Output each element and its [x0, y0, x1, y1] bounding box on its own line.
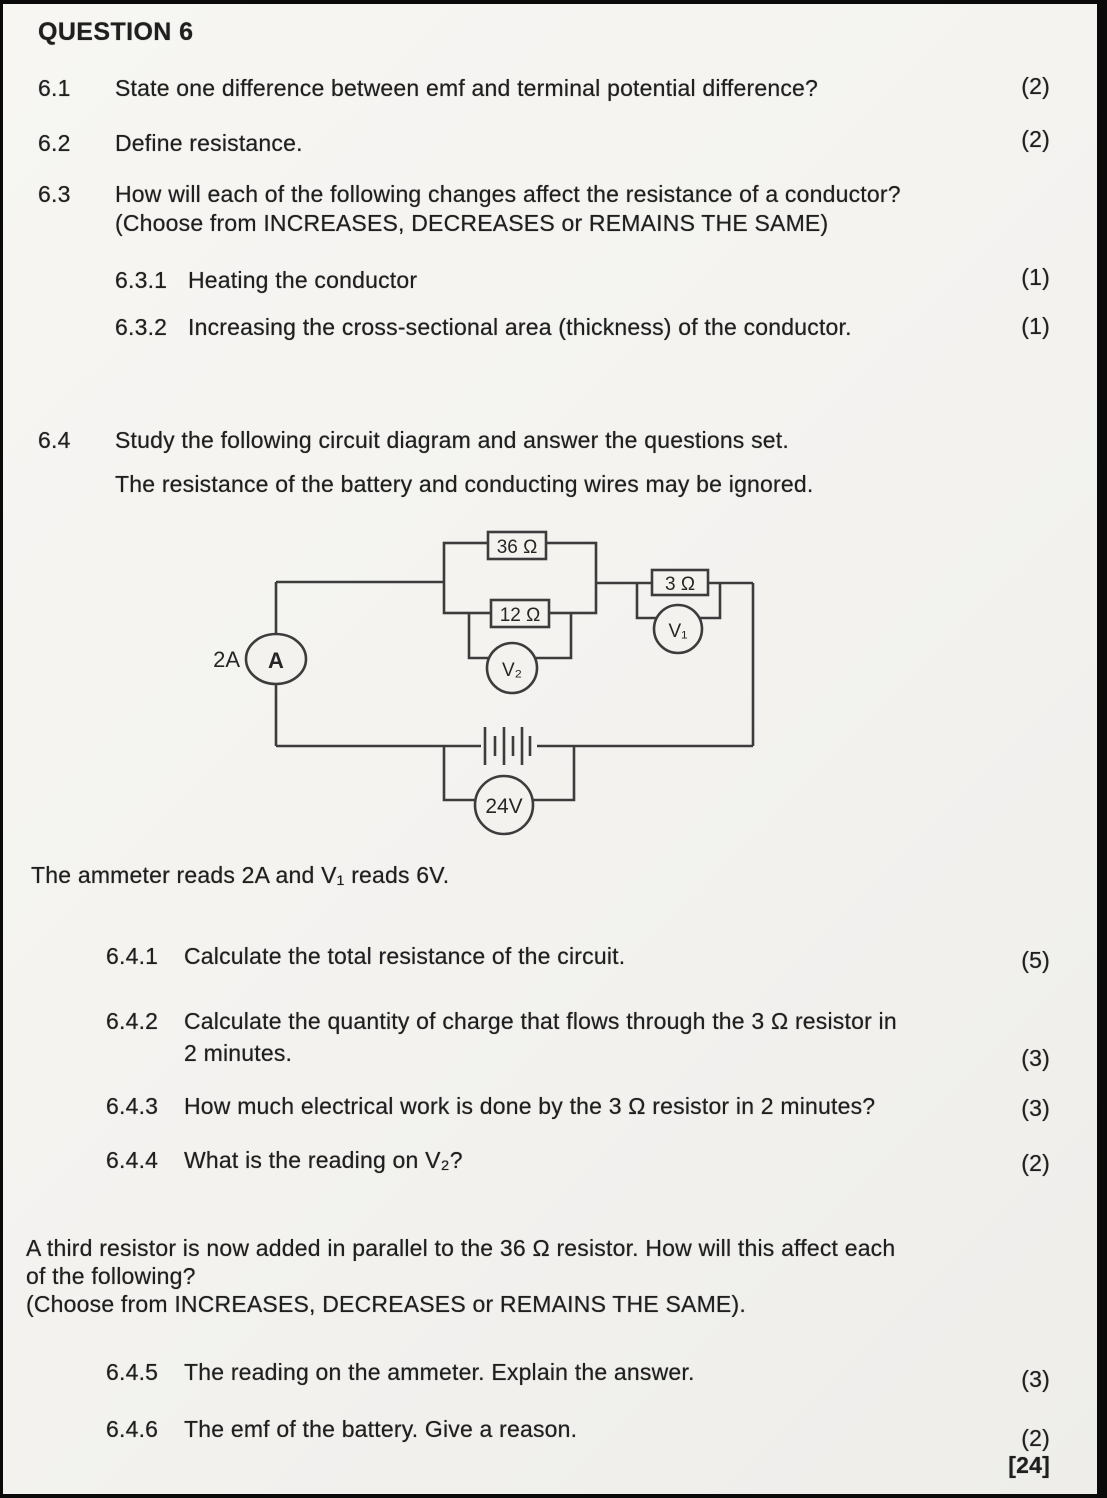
reading-note: The ammeter reads 2A and V₁ reads 6V.	[31, 862, 450, 888]
resistor-36-ohm-label: 36 Ω	[496, 537, 538, 558]
q643-marks: (3)	[1021, 1095, 1050, 1121]
q64-text-line1: Study the following circuit diagram and answer the questions set.	[115, 427, 789, 453]
q644-number: 6.4.4	[106, 1147, 159, 1173]
q642-marks: (3)	[1021, 1045, 1050, 1071]
q645-text: The reading on the ammeter. Explain the answer.	[184, 1359, 695, 1385]
q644-marks: (2)	[1021, 1150, 1050, 1176]
q632-text: Increasing the cross-sectional area (thickness) of the conductor.	[188, 314, 852, 340]
q61-marks: (2)	[1021, 73, 1050, 99]
q631-text: Heating the conductor	[188, 267, 418, 293]
q642-text-line2: 2 minutes.	[184, 1040, 293, 1066]
ammeter-label: A	[268, 648, 284, 673]
q641-number: 6.4.1	[106, 943, 159, 969]
resistor-3-ohm-label: 3 Ω	[664, 574, 696, 595]
q61-text: State one difference between emf and terminal potential difference?	[115, 75, 819, 101]
q643-text: How much electrical work is done by the 3 Ω resistor in 2 minutes?	[184, 1093, 876, 1119]
battery-voltage-label: 24V	[485, 795, 523, 818]
q63-text-line1: How will each of the following changes affect the resistance of a conductor?	[115, 181, 901, 207]
q631-marks: (1)	[1021, 264, 1050, 290]
ammeter-reading-label: 2A	[213, 647, 240, 672]
q641-text: Calculate the total resistance of the circuit.	[184, 943, 626, 969]
q631-number: 6.3.1	[115, 267, 168, 293]
q632-number: 6.3.2	[115, 314, 168, 340]
q62-text: Define resistance.	[115, 130, 303, 156]
q645-number: 6.4.5	[106, 1359, 159, 1385]
q61-number: 6.1	[38, 75, 71, 101]
q642-number: 6.4.2	[106, 1008, 159, 1034]
q646-number: 6.4.6	[106, 1416, 159, 1442]
q646-text: The emf of the battery. Give a reason.	[184, 1416, 578, 1442]
q62-number: 6.2	[38, 130, 71, 156]
q63-number: 6.3	[38, 181, 71, 207]
third-resistor-para-line2: of the following?	[26, 1263, 196, 1289]
q64-text-line2: The resistance of the battery and conducting wires may be ignored.	[115, 471, 814, 497]
battery-rail-gap	[481, 737, 537, 755]
page-title: QUESTION 6	[38, 18, 194, 46]
q643-number: 6.4.3	[106, 1093, 159, 1119]
scan-edge-top	[0, 0, 1107, 4]
voltmeter1-label: V₁	[668, 621, 688, 642]
circuit-diagram	[190, 515, 790, 855]
scan-edge-left	[0, 0, 3, 1498]
scan-edge-right	[1097, 0, 1107, 1498]
q644-text: What is the reading on V₂?	[184, 1147, 463, 1173]
q64-number: 6.4	[38, 427, 71, 453]
scan-edge-bottom	[0, 1494, 1107, 1498]
q641-marks: (5)	[1021, 947, 1050, 973]
q646-marks: (2)	[1021, 1425, 1050, 1451]
q62-marks: (2)	[1021, 126, 1050, 152]
q632-marks: (1)	[1021, 313, 1050, 339]
third-resistor-para-line3: (Choose from INCREASES, DECREASES or REMAINS THE SAME).	[26, 1291, 746, 1317]
q63-text-line2: (Choose from INCREASES, DECREASES or REMAINS THE SAME)	[115, 210, 829, 236]
q642-text-line1: Calculate the quantity of charge that flows through the 3 Ω resistor in	[184, 1008, 897, 1034]
resistor-12-ohm-label: 12 Ω	[499, 605, 541, 626]
voltmeter2-label: V₂	[501, 660, 523, 681]
third-resistor-para-line1: A third resistor is now added in parallel to the 36 Ω resistor. How will this affect each	[26, 1235, 896, 1261]
total-marks: [24]	[1008, 1452, 1050, 1478]
q645-marks: (3)	[1021, 1366, 1050, 1392]
